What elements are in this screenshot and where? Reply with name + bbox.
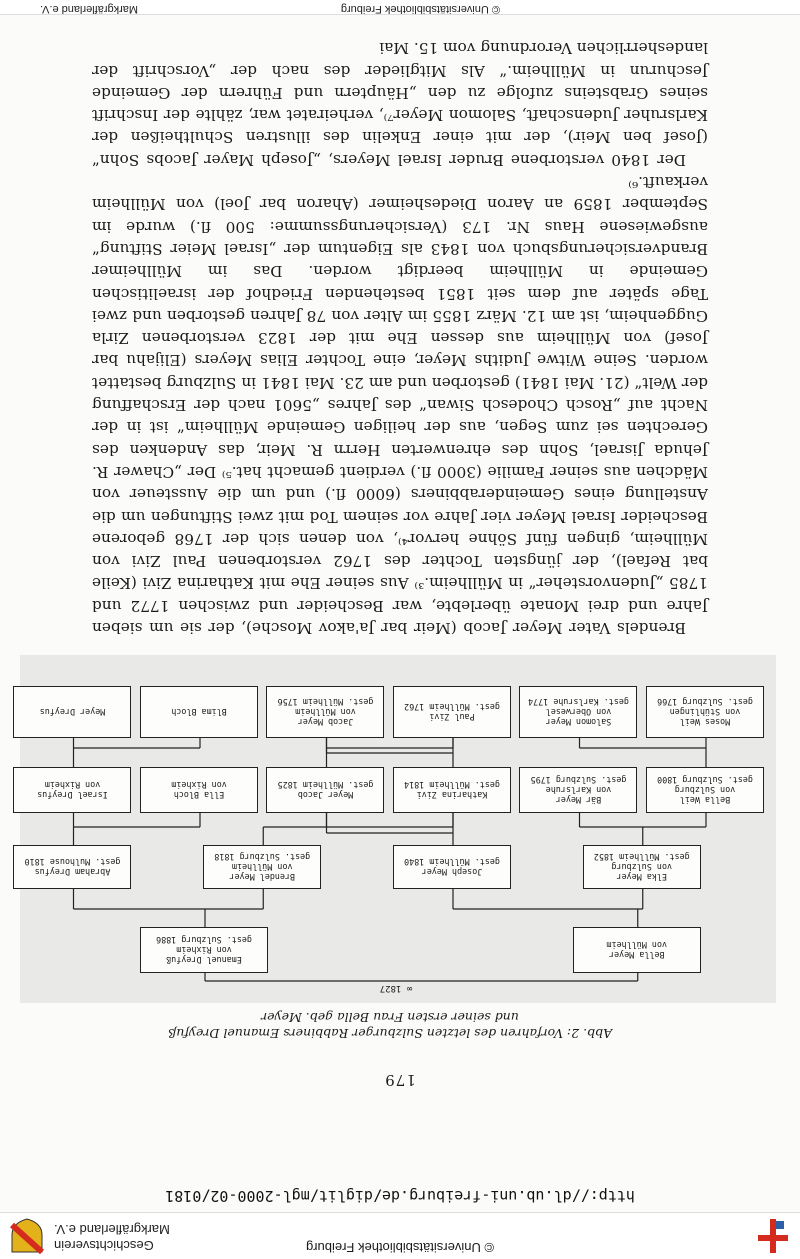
tree-node-line: von Sulzburg: [611, 862, 673, 872]
tree-node-line: gest. Müllheim 1762: [404, 702, 500, 712]
tree-node-line: von Oberwesel: [545, 707, 612, 717]
society-crest-icon: [8, 1217, 46, 1255]
tree-node-line: von Müllheim: [295, 707, 356, 717]
body-text: [92, 37, 708, 639]
tree-node-line: von Stühlingen: [669, 707, 741, 717]
tree-node-g1-4: [520, 686, 638, 738]
tree-node-line: Salomon Meyer: [545, 717, 612, 727]
tree-node-line: gest. Müllheim 1852: [593, 852, 690, 862]
tree-node-line: gest. Sulzburg 1800: [657, 775, 753, 785]
tree-node-line: Emanuel Dreyfuß: [166, 955, 242, 965]
tree-node-line: Jacob Meyer: [297, 717, 354, 727]
tree-node-line: Bella Weil: [679, 795, 731, 805]
tree-node-g3-0: [14, 845, 132, 889]
tree-node-line: gest. Sulzburg 1818: [214, 852, 311, 862]
tree-node-line: gest. Sulzburg 1766: [657, 697, 753, 707]
viewer-footer: [0, 0, 800, 15]
tree-node-g3-1: [203, 845, 321, 889]
tree-node-line: gest. Müllheim 1756: [277, 697, 374, 707]
tree-node-g2-1: [140, 767, 258, 813]
tree-node-line: gest. Müllheim 1840: [404, 857, 500, 867]
caption-line-2: und seiner ersten Frau Bella geb. Meyer: [261, 1010, 519, 1025]
figure-caption: [90, 1009, 690, 1041]
tree-node-line: von Rixheim: [44, 780, 101, 790]
tree-node-line: von Müllheim: [232, 862, 293, 872]
tree-node-g1-1: [140, 686, 258, 738]
tree-node-g1-2: [267, 686, 385, 738]
tree-node-line: gest. Mulhouse 1810: [24, 857, 121, 867]
tree-node-line: Elka Meyer: [616, 872, 667, 882]
tree-node-line: gest. Müllheim 1814: [404, 780, 500, 790]
tree-node-g1-0: [14, 686, 132, 738]
document-url[interactable]: http://dl.ub.uni-freiburg.de/diglit/mgl-2000-02/0181: [165, 1187, 635, 1205]
tree-node-line: Moses Weil: [679, 717, 731, 727]
tree-node-g2-5: [646, 767, 764, 813]
tree-node-line: Israel Dreyfus: [37, 790, 108, 800]
tree-node-line: von Rixheim: [176, 945, 232, 955]
tree-node-g1-3: [393, 686, 511, 738]
tree-node-line: Ella Bloch: [173, 790, 225, 800]
tree-node-line: Meyer Jacob: [297, 790, 354, 800]
tree-node-line: Brendel Meyer: [229, 872, 296, 882]
tree-node-g4-1: [573, 927, 701, 973]
tree-node-g2-3: [393, 767, 511, 813]
family-tree-chart: [20, 655, 776, 1003]
society-name-2: Markgräflerland e.V.: [54, 1222, 170, 1237]
caption-line-1: Abb. 2: Vorfahren des letzten Sulzburger Rabbiners Emanuel Dreyfuß: [167, 1026, 613, 1041]
tree-node-line: Joseph Meyer: [421, 867, 483, 877]
society-name: Geschichtsverein: [54, 1238, 154, 1253]
tree-node-line: Paul Zivi: [429, 712, 475, 722]
tree-node-g4-0: [140, 927, 268, 973]
tree-node-line: von Karlsruhe: [545, 785, 612, 795]
paragraph-1: Brendels Vater Meyer Jacob (Meir bar Ja'akov Mosche), der sie um sieben Jahre und drei Monate überlebte, war Bescheider und zwischen 1772 und 1785 „Judenvorsteher“ in Müllheim.³⁾ Aus seiner Ehe mit Katharina Zivi (Keile bat Refael), der jüngsten Tochter des 1762 verstorbenen Paul Zivi von Müllheim, gingen fünf Söhne hervor⁴⁾, von denen sich der 1768 geborene Bescheider Israel Meyer vier Jahre vor seinem Tod mit zwei Stiftungen um die Anstellung eines Gemeinderabbiners (6000 fl.) und um die Aussteuer von Mädchen aus seiner Familie (3000 fl.) verdient gemacht hat.⁵⁾ Der „Chawer R. Jehuda Jisrael, Sohn des ehrenwerten Herrn R. Meir, das Andenken des Gerechten sei zum Segen, aus der heiligen Gemeinde Müllheim“ ist in der Nacht auf „Rosch Chodesch Siwan“ des Jahres „5601 nach der Erschaffung der Welt“ (21. Mai 1841) gestorben und am 23. Mai 1841 in Sulzburg bestattet worden. Seine Witwe Judiths Meyer, eine Tochter Elias Meyers (Elijahu bar Josef) von Müllheim aus dessen Ehe mit der 1823 verstorbenen Zirla Guggenheim, ist am 12. März 1855 im Alter von 78 Jahren gestorben und zwei Tage später auf dem seit 1851 bestehenden Friedhof der israelitischen Gemeinde in Müllheim beerdigt worden. Das im Müllheimer Brandversicherungsbuch von 1843 als Eigentum der „Israel Meier Stiftung“ ausgewiesene Haus Nr. 173 (Versicherungssumme: 500 fl.) wurde im September 1859 an Aaron Diedesheimer (Aharon bar Joel) von Müllheim verkauft.⁶⁾: [92, 173, 708, 637]
tree-node-line: Katharina Zivi: [416, 790, 488, 800]
tree-node-g1-5: [646, 686, 764, 738]
tree-node-g3-3: [583, 845, 701, 889]
tree-node-line: Bär Meyer: [555, 795, 602, 805]
tree-node-line: Abraham Dreyfus: [34, 867, 111, 877]
tree-node-g3-2: [393, 845, 511, 889]
tree-node-g2-4: [520, 767, 638, 813]
page-number: 179: [384, 1071, 416, 1089]
tree-node-line: gest. Sulzburg 1795: [530, 775, 627, 785]
tree-node-line: von Müllheim: [606, 940, 668, 950]
viewer-header: [0, 1212, 800, 1259]
tree-node-line: Blima Bloch: [171, 707, 227, 717]
tree-node-line: von Rixheim: [171, 780, 227, 790]
tree-node-line: gest. Müllheim 1825: [277, 780, 374, 790]
footer-copyright: © Universitätsbibliothek Freiburg: [340, 3, 500, 15]
footer-society: Markgräflerland e.V.: [40, 3, 139, 15]
tree-node-g2-0: [14, 767, 132, 813]
tree-node-line: von Sulzburg: [674, 785, 736, 795]
tree-node-line: Bella Meyer: [609, 950, 665, 960]
tree-node-line: gest. Sulzburg 1886: [156, 935, 252, 945]
copyright-notice: © Universitätsbibliothek Freiburg: [305, 1240, 495, 1255]
tree-node-g2-2: [267, 767, 385, 813]
paragraph-2: Der 1840 verstorbene Bruder Israel Meyers, „Joseph Mayer Jacobs Sohn“ (Josef ben Meir), der mit einer Enkelin des illustren Schultheißen der Karlsruher Judenschaft, Salomon Meyer⁷⁾, verheiratet war, zählte der Inschrift seines Grabsteins zufolge zu den „Häuptern und Führern der Gemeinde Jeschurun in Müllheim.“ Als Mitglieder des nach der „Vorschrift der landesherrlichen Verordnung vom 15. Mai: [92, 39, 708, 169]
marriage-label: ∞ 1827: [379, 983, 413, 993]
tree-node-line: gest. Karlsruhe 1774: [528, 697, 629, 707]
tree-node-line: Meyer Dreyfus: [39, 707, 106, 717]
